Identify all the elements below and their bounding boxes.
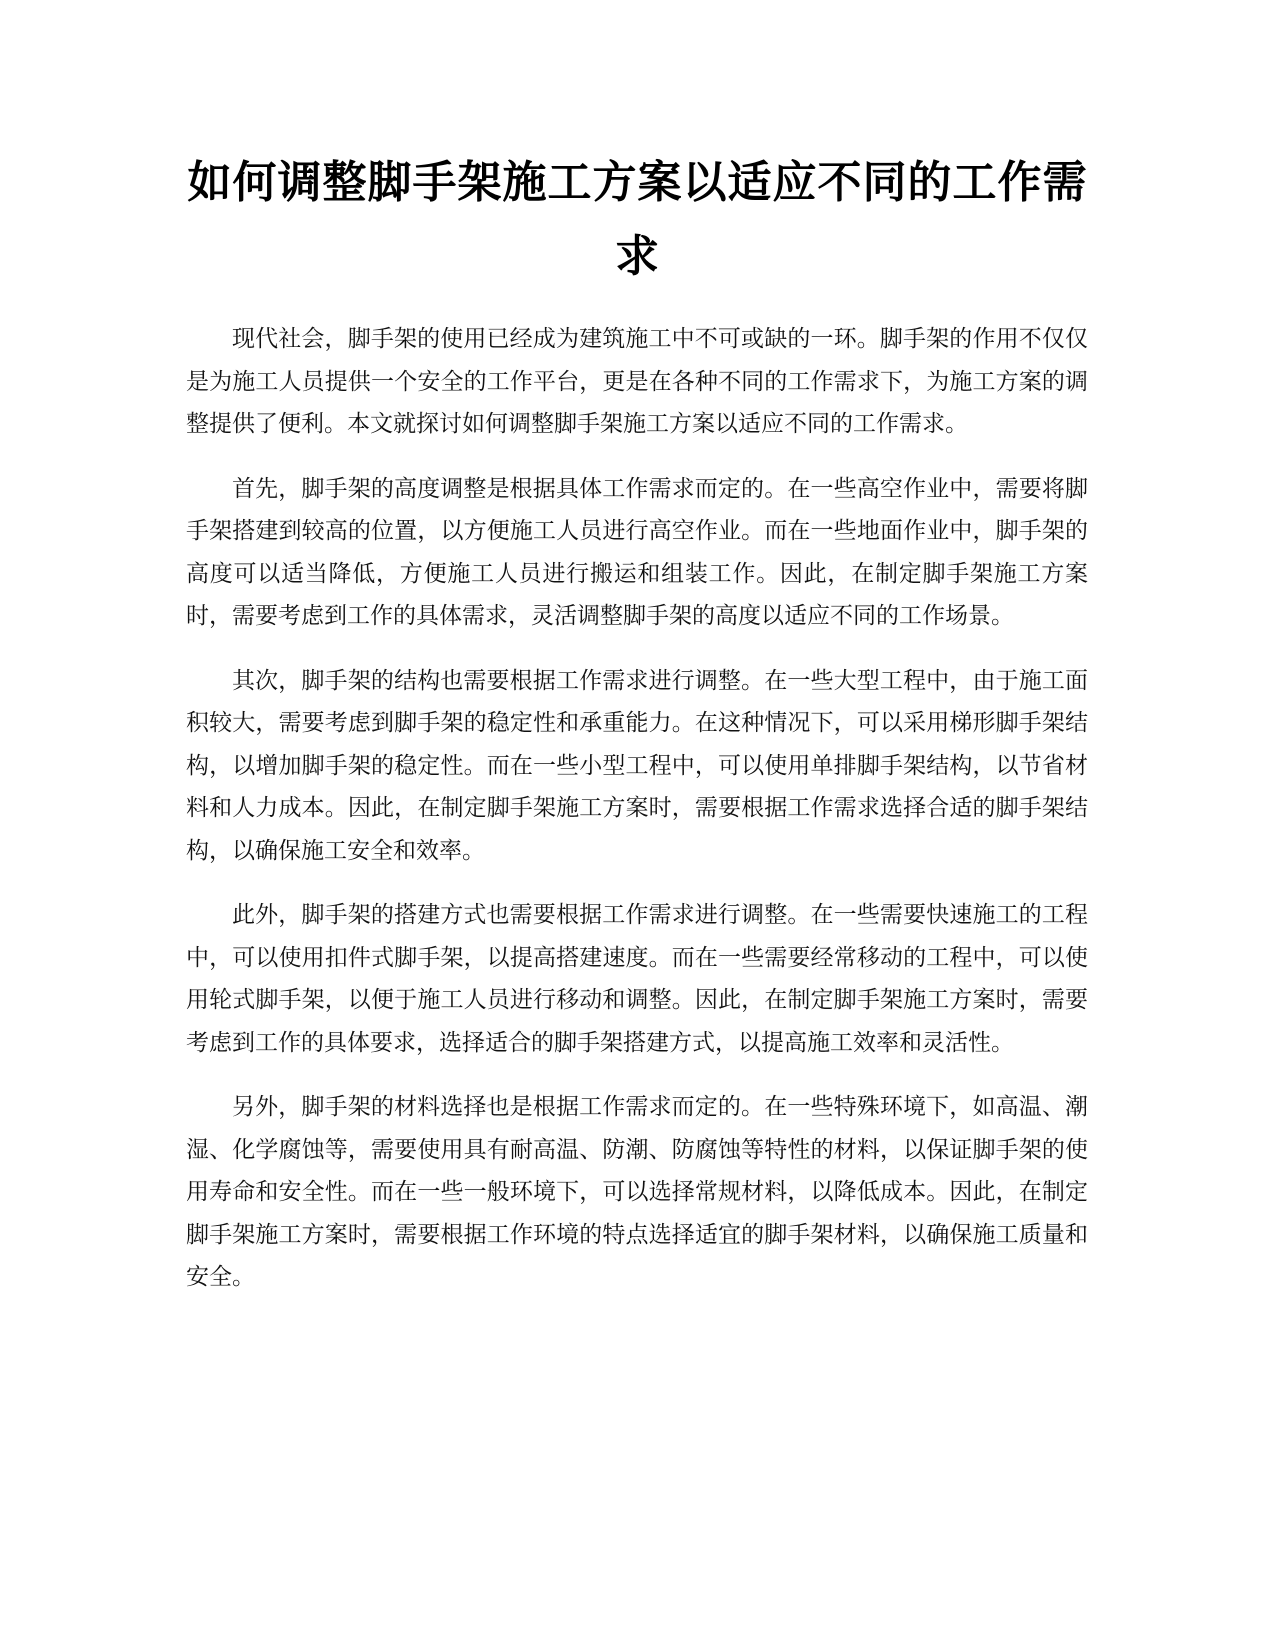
- paragraph-4: 此外，脚手架的搭建方式也需要根据工作需求进行调整。在一些需要快速施工的工程中，可以使用扣件式脚手架，以提高搭建速度。而在一些需要经常移动的工程中，可以使用轮式脚手架，以便于施工人员进行移动和调整。因此，在制定脚手架施工方案时，需要考虑到工作的具体要求，选择适合的脚手架搭建方式，以提高施工效率和灵活性。: [186, 902, 1088, 1056]
- paragraph-3: 其次，脚手架的结构也需要根据工作需求进行调整。在一些大型工程中，由于施工面积较大，需要考虑到脚手架的稳定性和承重能力。在这种情况下，可以采用梯形脚手架结构，以增加脚手架的稳定性。而在一些小型工程中，可以使用单排脚手架结构，以节省材料和人力成本。因此，在制定脚手架施工方案时，需要根据工作需求选择合适的脚手架结构，以确保施工安全和效率。: [186, 667, 1088, 864]
- paragraph-5: 另外，脚手架的材料选择也是根据工作需求而定的。在一些特殊环境下，如高温、潮湿、化学腐蚀等，需要使用具有耐高温、防潮、防腐蚀等特性的材料，以保证脚手架的使用寿命和安全性。而在一些一般环境下，可以选择常规材料，以降低成本。因此，在制定脚手架施工方案时，需要根据工作环境的特点选择适宜的脚手架材料，以确保施工质量和安全。: [186, 1094, 1088, 1290]
- paragraph-2: 首先，脚手架的高度调整是根据具体工作需求而定的。在一些高空作业中，需要将脚手架搭建到较高的位置，以方便施工人员进行高空作业。而在一些地面作业中，脚手架的高度可以适当降低，方便施工人员进行搬运和组装工作。因此，在制定脚手架施工方案时，需要考虑到工作的具体需求，灵活调整脚手架的高度以适应不同的工作场景。: [186, 475, 1088, 629]
- paragraph-1: 现代社会，脚手架的使用已经成为建筑施工中不可或缺的一环。脚手架的作用不仅仅是为施工人员提供一个安全的工作平台，更是在各种不同的工作需求下，为施工方案的调整提供了便利。本文就探讨如何调整脚手架施工方案以适应不同的工作需求。: [186, 326, 1088, 437]
- document-title: 如何调整脚手架施工方案以适应不同的工作需求: [187, 157, 1088, 282]
- document-body: [186, 318, 1088, 1321]
